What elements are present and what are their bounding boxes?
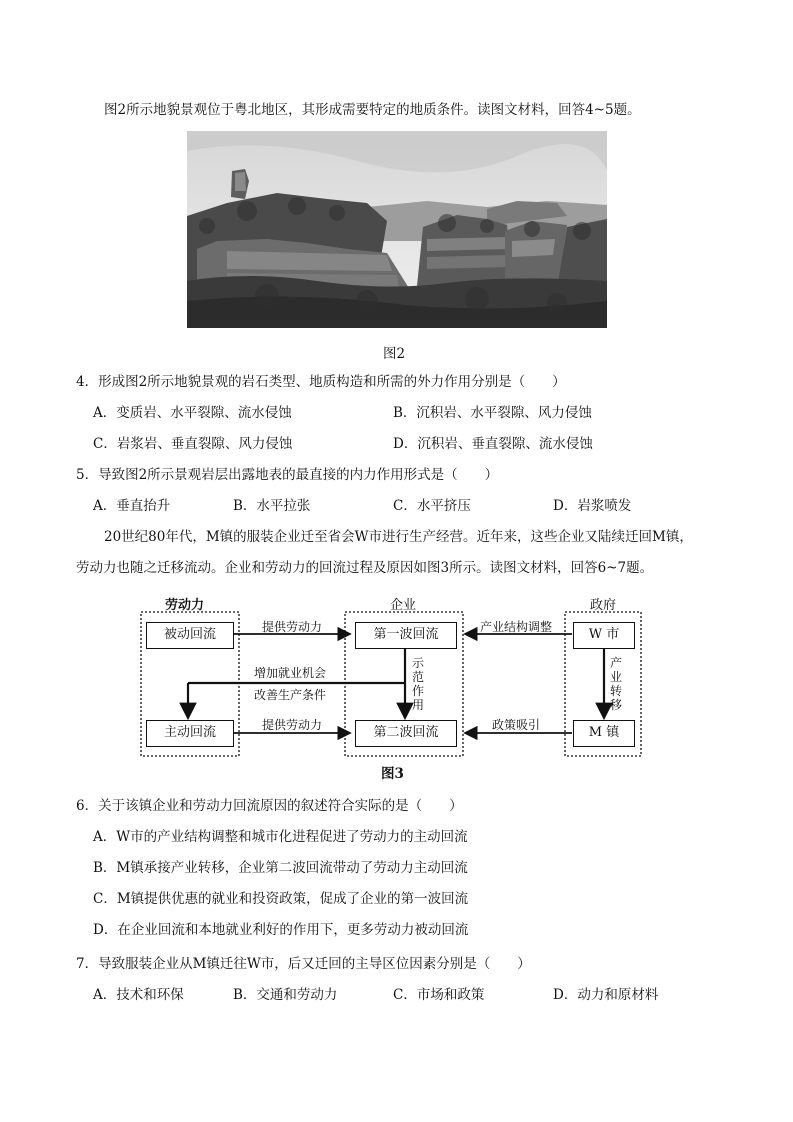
intro-text-2-line2: 劳动力也随之迁移流动。企业和劳动力的回流过程及原因如图3所示。读图文材料，回答6~7题。 [76, 560, 654, 576]
danxia-landform-image [187, 131, 607, 328]
q4-option-a: A．变质岩、水平裂隙、流水侵蚀 [93, 405, 292, 421]
w-city-box: W 市 [573, 622, 635, 649]
q4-option-d: D．沉积岩、垂直裂隙、流水侵蚀 [393, 436, 593, 452]
q5-option-d: D．岩浆喷发 [553, 498, 632, 514]
q7-option-a: A．技术和环保 [93, 987, 184, 1003]
figure-2-caption: 图2 [383, 346, 406, 362]
q4-option-c: C．岩浆岩、垂直裂隙、风力侵蚀 [93, 436, 293, 452]
q6-stem: 6．关于该镇企业和劳动力回流原因的叙述符合实际的是（ ） [76, 798, 463, 814]
government-column-label: 政府 [590, 598, 617, 613]
labor-column-label: 劳动力 [165, 598, 205, 613]
enterprise-column-label: 企业 [390, 598, 417, 613]
figure-3-caption: 图3 [381, 766, 404, 782]
industry-transfer-label: 产业转移 [609, 656, 622, 712]
second-wave-return-box: 第二波回流 [355, 720, 457, 747]
q6-option-b: B．M镇承接产业转移，企业第二波回流带动了劳动力主动回流 [93, 860, 468, 876]
industry-adjust-label: 产业结构调整 [480, 620, 553, 634]
q6-option-d: D．在企业回流和本地就业利好的作用下，更多劳动力被动回流 [93, 922, 469, 938]
q4-stem: 4．形成图2所示地貌景观的岩石类型、地质构造和所需的外力作用分别是（ ） [76, 374, 566, 390]
q7-option-d: D．动力和原材料 [553, 987, 659, 1003]
q6-option-c: C．M镇提供优惠的就业和投资政策，促成了企业的第一波回流 [93, 891, 469, 907]
intro-text-2-line1: 20世纪80年代，M镇的服装企业迁至省会W市进行生产经营。近年来，这些企业又陆续迁回M镇， [104, 529, 693, 545]
q5-option-a: A．垂直抬升 [93, 498, 171, 514]
provide-labor-label-top: 提供劳动力 [262, 620, 323, 634]
q5-option-b: B．水平拉张 [233, 498, 311, 514]
figure-3-flow-diagram [140, 594, 642, 758]
active-return-box: 主动回流 [146, 720, 234, 747]
q7-option-b: B．交通和劳动力 [233, 987, 338, 1003]
passive-return-box: 被动回流 [146, 622, 234, 649]
q5-option-c: C．水平挤压 [393, 498, 471, 514]
increase-jobs-label: 增加就业机会 [254, 666, 327, 680]
improve-conditions-label: 改善生产条件 [254, 688, 327, 702]
q7-option-c: C．市场和政策 [393, 987, 485, 1003]
first-wave-return-box: 第一波回流 [355, 622, 457, 649]
policy-attraction-label: 政策吸引 [492, 718, 541, 732]
q5-stem: 5．导致图2所示景观岩层出露地表的最直接的内力作用形式是（ ） [76, 467, 499, 483]
q6-option-a: A．W市的产业结构调整和城市化进程促进了劳动力的主动回流 [93, 829, 468, 845]
provide-labor-label-bottom: 提供劳动力 [262, 718, 323, 732]
demonstration-effect-label: 示范作用 [411, 656, 424, 712]
q7-stem: 7．导致服装企业从M镇迁往W市，后又迁回的主导区位因素分别是（ ） [76, 956, 531, 972]
q4-option-b: B．沉积岩、水平裂隙、风力侵蚀 [393, 405, 592, 421]
intro-text-1: 图2所示地貌景观位于粤北地区，其形成需要特定的地质条件。读图文材料，回答4~5题。 [104, 102, 641, 118]
landscape-photo [187, 131, 607, 328]
m-town-box: M 镇 [573, 720, 635, 747]
